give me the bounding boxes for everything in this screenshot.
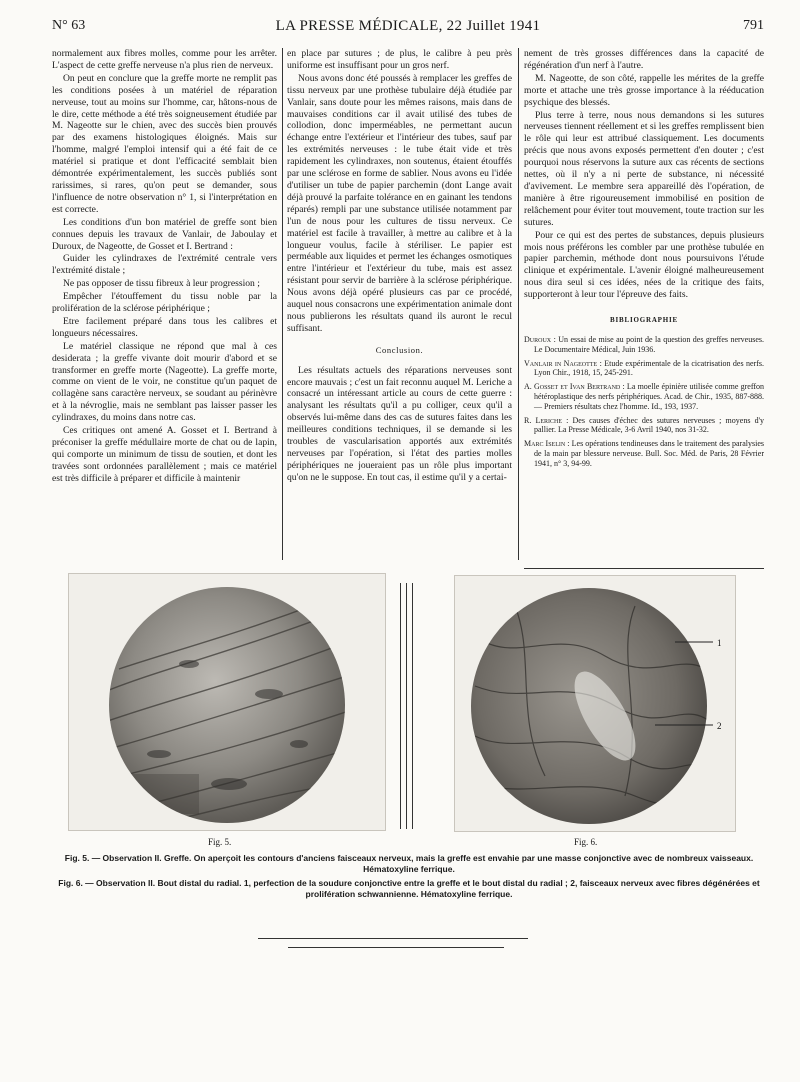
page-number: 791 [743,18,764,33]
bibliography-entry [524,382,764,411]
paragraph: M. Nageotte, de son côté, rappelle les mérites de la greffe morte et attache une très grosse importance à la rééducation psychique des blessés. [524,72,764,108]
paragraph: On peut en conclure que la greffe morte ne remplit pas les conditions posées à un matériel de réparation nerveuse, tout au moins sur l'homme, car, hâtons-nous de le dire, cette méthode a été très soigneusement étudiée par M. Nageotte sur le chien, avec des succès bien prouvés par des examens histologiques éloignés. Mais sur l'homme, malgré l'emploi intensif qui a été fait de ce matériel si pratique et dont l'efficacité semblait bien démontrée expérimentalement, les succès publiés sont rarissimes, si rares, qu'on peut se demander, sous l'influence de notre observation n° 1, si l'interprétation en est correcte. [52,72,277,215]
bibliography-text: : La moelle épinière utilisée comme greffon hétéroplastique des nerfs périphériques. Acad. de Chir., 1935, 887-888. — Premiers résultats chez l'homme. Id., 193, 1937. [534,382,764,411]
footer-rule [258,938,528,939]
column-end-rule [524,568,764,569]
paragraph: Plus terre à terre, nous nous demandons si les sutures nerveuses tiennent réellement et si les greffes remplissent bien le rôle qui leur est attribué classiquement. Les documents précis que nous avons exposés permettent d'en douter ; c'est pourquoi nous réservons la suture aux cas récents de sections nettes, où il n'y a ni perte de substance, ni nécessité d'avivement. Le membre sera appareillé dès l'opération, de manière à être rigoureusement immobilisé en position de relâchement pour éviter tout mouvement, toute traction sur les sutures. [524,109,764,228]
paragraph: en place par sutures ; de plus, le calibre à peu près uniforme est insuffisant pour un gros nerf. [287,48,512,71]
paragraph: Le matériel classique ne répond que mal à ces desiderata ; la greffe vivante doit mourir d'abord et se transformer en greffe morte (Nageotte). La greffe morte, comme on vient de le voir, ne constitue qu'un paquet de collagène sans caractère nerveux, se soudant au périnèvre et à la névroglie, mais ne semblant pas laisser passer les cylindraxes, du moins dans notre cas. [52,340,277,424]
bibliography-text: : Un essai de mise au point de la question des greffes nerveuses. Le Documentaire Médical, Juin 1936. [534,334,764,354]
bibliography-author: A. Gosset et Ivan Bertrand [524,382,621,392]
paragraph: Empêcher l'étouffement du tissu noble par la prolifération de la sclérose périphérique ; [52,291,277,315]
paragraph: normalement aux fibres molles, comme pour les arrêter. L'aspect de cette greffe nerveuse n'a plus rien de nerveux. [52,48,277,71]
paragraph: Ne pas opposer de tissu fibreux à leur progression ; [63,278,260,290]
figure-6-caption: Fig. 6. — Observation II. Bout distal du radial. 1, perfection de la soudure conjonctive entre la greffe et le bout distal du radial ; 2, faisceaux nerveux avec fibres dégénérées et prolifération schwannienne. Hématoxyline ferrique. [58,878,760,899]
bibliography-author: Marc Iselin [524,439,566,449]
figure-6-label: Fig. 6. [574,837,598,847]
journal-title: LA PRESSE MÉDICALE, 22 Juillet 1941 [275,18,541,34]
bibliography-text: : Etude expérimentale de la cicatrisation des nerfs. Lyon Chir., 1918, 15, 245-291. [534,358,764,378]
bibliography-text: : Les opérations tendineuses dans le traitement des paralysies de la main par blessure nerveuse. Bull. Soc. Méd. de Paris, 28 Février 1941, n° 3, 94-99. [534,439,764,468]
paragraph: Les résultats actuels des réparations nerveuses sont encore mauvais ; c'est un fait reconnu auquel M. Leriche a consacré un intéressant article au cours de cette guerre : analysant les résultats qu'il a pu colliger, ceux qu'il a observés lui-même dans des cas de sutures faites dans les meilleures conditions techniques, il se demande si les troubles de vascularisation apportés aux extrémités nerveuses par l'opération, si l'état des parties molles périphériques ne joueraient pas un rôle plus important qu'on ne le suppose. En tout cas, il estime qu'il y a certai- [287,364,512,483]
bibliography-entry [524,335,764,355]
figure-5-label: Fig. 5. [208,837,232,847]
text-column-1 [52,48,277,568]
footer-rule [288,947,504,948]
bibliography-entry [524,439,764,468]
figure-6-micrograph [454,575,736,832]
figure-separator-rules [398,583,418,829]
issue-number: N° 63 [52,18,86,33]
fig6-marker-2: 2 [717,721,722,731]
bibliography-entry [524,359,764,379]
paragraph: Ces critiques ont amené A. Gosset et I. Bertrand à préconiser la greffe médullaire morte de chat ou de lapin, qui comporte un minimum de tissu de soutien, et dont les travées sont ordonnées parallèlement ; mais ce matériel est très difficile à préparer et difficile à maintenir [52,425,277,484]
paragraph: Etre facilement préparé dans tous les calibres et longueurs nécessaires. [52,315,277,339]
text-column-3 [524,48,764,568]
bibliography-entry [524,416,764,436]
fig6-marker-1: 1 [717,638,722,648]
column-divider [518,48,519,560]
paragraph: Les conditions d'un bon matériel de greffe sont bien connues depuis les travaux de Vanlair, de Jaboulay et Duroux, de Nageotte, de Gosset et I. Bertrand : [52,216,277,252]
bibliography-text: : Des causes d'échec des sutures nerveuses ; moyens d'y pallier. La Presse Médicale, 3-6 Avril 1940, nos 31-32. [534,415,764,435]
text-column-2 [287,48,512,568]
bibliography-author: R. Leriche [524,415,563,425]
paragraph: nement de très grosses différences dans la capacité de régénération d'un nerf à l'autre. [524,48,764,71]
figure-5-caption: Fig. 5. — Observation II. Greffe. On aperçoit les contours d'anciens faisceaux nerveux, mais la greffe est envahie par une masse conjonctive avec de nombreux vaisseaux. Hématoxyline ferrique. [64,853,754,874]
paragraph: Guider les cylindraxes de l'extrémité centrale vers l'extrémité distale ; [52,253,277,277]
bibliography-heading: BIBLIOGRAPHIE [610,316,678,325]
figure-5-micrograph [68,573,386,831]
paragraph: Pour ce qui est des pertes de substances, depuis plusieurs mois nous préférons les combler par une prothèse tubulée en papier parchemin, méthode dont nous poursuivons l'étude clinique et expérimentale. L'avenir éloigné malheureusement nous dira seul si ces idées, nées de la critique des faits, supporteront à leur tour l'épreuve des faits. [524,229,764,301]
paragraph: Nous avons donc été poussés à remplacer les greffes de tissu nerveux par une prothèse tubulaire déjà étudiée par Vanlair, sans doute pour les mêmes raisons, mais dans de mauvaises conditions car il avait utilisé des tubes de collodion, donc imperméables, ne permettant aucun échange entre l'extérieur et l'intérieur des tubes, sauf par les extrémités nerveuses : le tube était vide et très rapidement les cylindraxes, non soutenus, étaient étouffés par une sclérose en forme de sablier. Nous avons eu l'idée d'utiliser un tube de papier parchemin (dont Lange avait déjà prouvé la parfaite tolérance en en gainant les tendons réparés) rempli par une substance utilisée notamment par l'un de nous pour les cultures de tissu nerveux. Ce matériel est facile à travailler, à mettre au calibre et à la longueur voulus, facile à stériliser. Le papier est perméable aux liquides et permet les échanges osmotiques entre l'intérieur et l'extérieur du tube, mais est assez résistant pour servir de barrière à la sclérose périphérique. Nous avons déjà opéré plusieurs cas par ce procédé, auquel nous consacrons une expérimentation animale dont nous publierons les résultats quand ils auront le recul suffisant. [287,72,512,334]
page-header [52,18,764,40]
bibliography-list [524,335,764,469]
bibliography-author: Vanlair in Nageotte [524,358,598,368]
bibliography-author: Duroux [524,334,552,344]
column-divider [282,48,283,560]
conclusion-heading: Conclusion. [375,344,424,355]
